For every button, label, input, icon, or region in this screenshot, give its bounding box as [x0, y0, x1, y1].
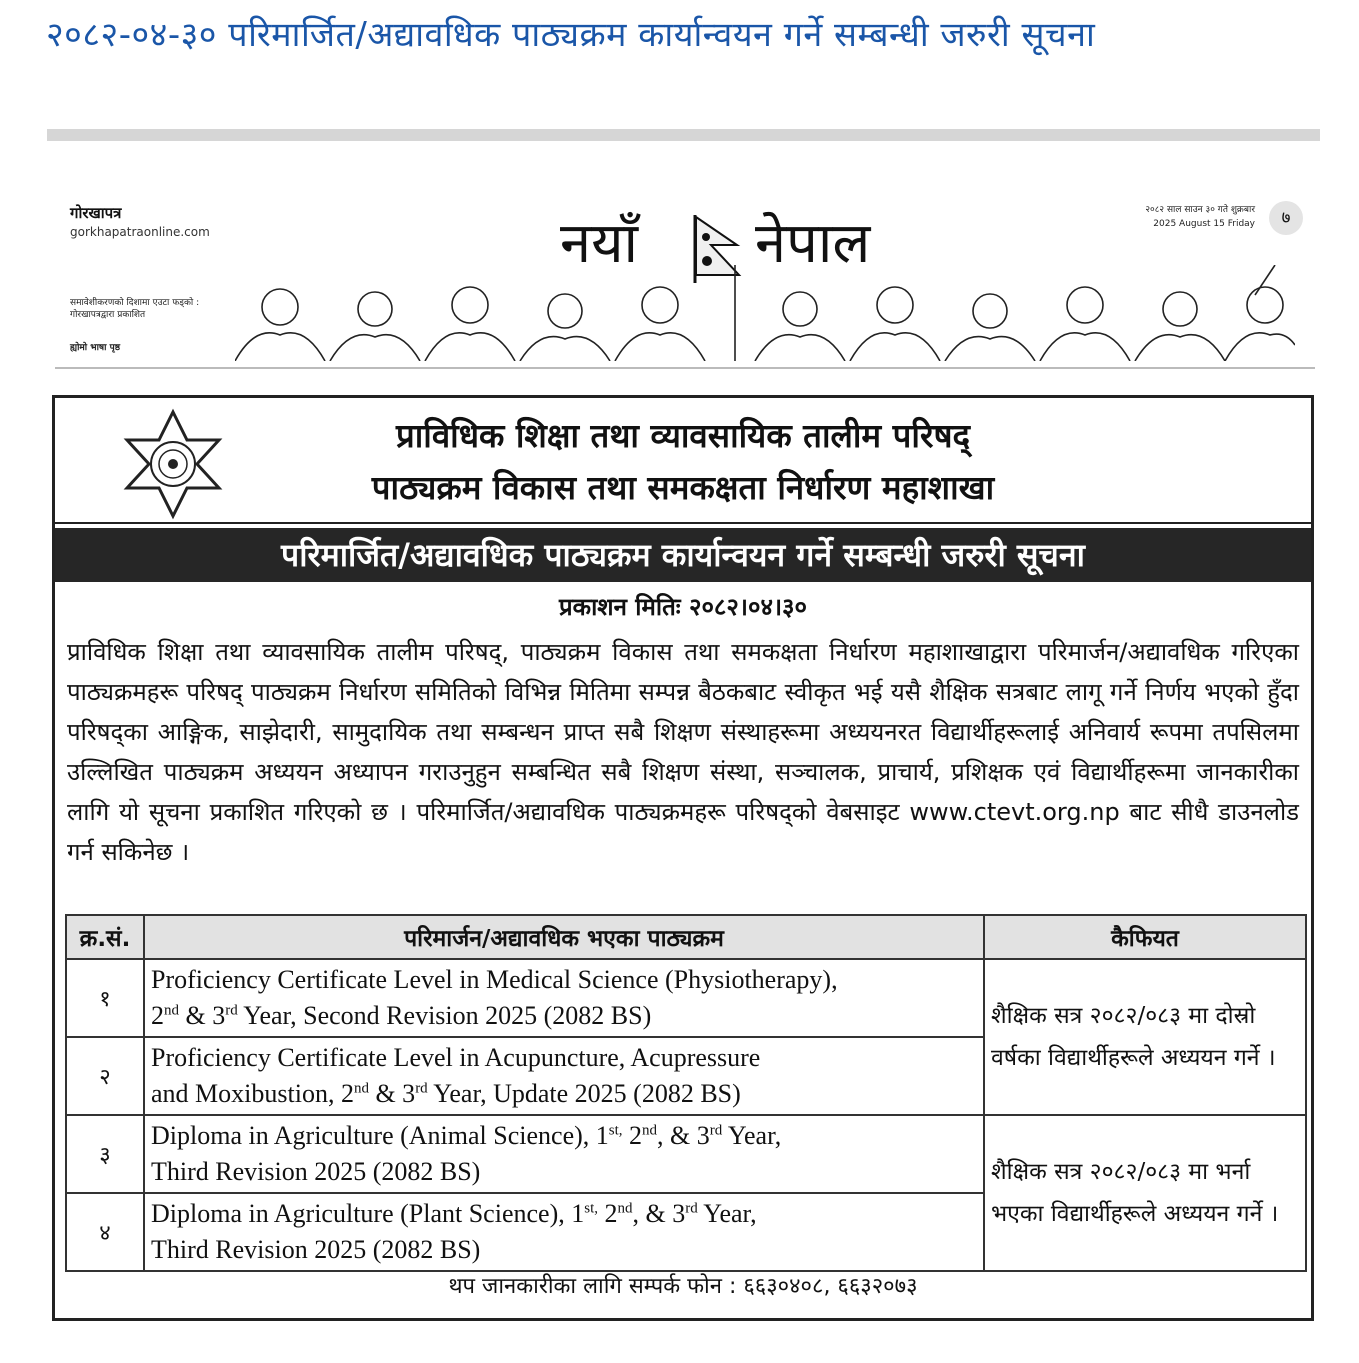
page-heading: २०८२-०४-३० परिमार्जित/अद्यावधिक पाठ्यक्रम कार्यान्वयन गर्ने सम्बन्धी जरुरी सूचना [46, 15, 1096, 55]
course-text: , & 3 [632, 1199, 686, 1228]
notice-title: परिमार्जित/अद्यावधिक पाठ्यक्रम कार्यान्वयन गर्ने सम्बन्धी जरुरी सूचना [55, 528, 1311, 582]
course-text: , & 3 [657, 1121, 710, 1150]
masthead-left [70, 203, 270, 239]
paper-website: gorkhapatraonline.com [70, 225, 210, 239]
course-text: and Moxibustion, 2 [151, 1079, 354, 1108]
course-text: Year, [722, 1121, 782, 1150]
course-text: & 3 [368, 1079, 416, 1108]
table-row [66, 1115, 1306, 1193]
course-text: 2 [151, 1001, 164, 1030]
course-text: 2 [622, 1121, 643, 1150]
course-cell [144, 1193, 984, 1271]
row-number: १ [66, 959, 144, 1037]
ordinal-suffix: nd [353, 1080, 369, 1097]
course-text: Diploma in Agriculture (Animal Science), 1 [151, 1121, 609, 1150]
course-text: Year, Update 2025 (2082 BS) [427, 1079, 741, 1108]
row-number: ४ [66, 1193, 144, 1271]
language-page-label: ह्योमो भाषा पृष्ठ [70, 343, 120, 353]
ordinal-suffix: nd [617, 1200, 633, 1217]
newspaper-masthead [55, 185, 1315, 375]
course-text: Diploma in Agriculture (Plant Science), 1 [151, 1199, 585, 1228]
ordinal-suffix: st, [584, 1200, 598, 1217]
ordinal-suffix: nd [642, 1122, 658, 1139]
org-name: प्राविधिक शिक्षा तथा व्यावसायिक तालीम परिषद् [395, 416, 971, 455]
course-text: Proficiency Certificate Level in Acupuncture, Acupressure [151, 1043, 761, 1072]
remark-cell: शैक्षिक सत्र २०८२/०८३ मा भर्ना भएका विद्यार्थीहरूले अध्ययन गर्ने । [984, 1115, 1306, 1271]
course-text: Year, Second Revision 2025 (2082 BS) [237, 1001, 652, 1030]
course-text: Year, [697, 1199, 757, 1228]
ordinal-suffix: rd [709, 1122, 723, 1139]
course-cell [144, 1115, 984, 1193]
col-header-remarks: कैफियत [984, 915, 1306, 959]
official-notice [52, 395, 1314, 1321]
masthead-divider [55, 367, 1315, 369]
row-number: २ [66, 1037, 144, 1115]
ordinal-suffix: rd [685, 1200, 698, 1217]
table-row [66, 959, 1306, 1037]
crowd-illustration-icon [235, 265, 1295, 361]
remark-cell: शैक्षिक सत्र २०८२/०८३ मा दोस्रो वर्षका विद्यार्थीहरूले अध्ययन गर्ने । [984, 959, 1306, 1115]
course-text: 2 [598, 1199, 618, 1228]
contact-info: थप जानकारीका लागि सम्पर्क फोन : ६६३०४०८, ६६३२०७३ [448, 1274, 918, 1299]
course-text: & 3 [179, 1001, 226, 1030]
division-name: पाठ्यक्रम विकास तथा समकक्षता निर्धारण महाशाखा [371, 468, 995, 507]
date-nepali: २०८२ साल साउन ३० गते शुक्रबार [1145, 205, 1255, 215]
ordinal-suffix: st, [608, 1122, 623, 1139]
masthead-note: समावेशीकरणको दिशामा एउटा फड्को : गोरखापत्रद्वारा प्रकाशित [70, 298, 200, 320]
notice-body: प्राविधिक शिक्षा तथा व्यावसायिक तालीम परिषद्, पाठ्यक्रम विकास तथा समकक्षता निर्धारण महाशाखाद्वारा परिमार्जन/अद्यावधिक गरिएका पाठ्यक्रमहरू परिषद् पाठ्यक्रम निर्धारण समितिको विभिन्न मितिमा सम्पन्न बैठकबाट स्वीकृत भई यसै शैक्षिक सत्रबाट लागू गर्ने निर्णय भएको हुँदा परिषद्का आङ्गिक, साझेदारी, सामुदायिक तथा सम्बन्धन प्राप्त सबै शिक्षण संस्थाहरूमा अध्ययनरत विद्यार्थीहरूलाई अनिवार्य रूपमा तपसिलमा उल्लिखित पाठ्यक्रम अध्ययन अध्यापन गराउनुहुन सम्बन्धित सबै शिक्षण संस्था, सञ्चालक, प्राचार्य, प्रशिक्षक एवं विद्यार्थीहरूमा जानकारीका लागि यो सूचना प्रकाशित गरिएको छ । परिमार्जित/अद्यावधिक पाठ्यक्रमहरू परिषद्को वेबसाइट www.ctevt.org.np बाट सीधै डाउनलोड गर्न सकिनेछ । [67, 638, 1299, 866]
col-header-course: परिमार्जन/अद्यावधिक भएका पाठ्यक्रम [144, 915, 984, 959]
ordinal-suffix: rd [415, 1080, 428, 1097]
row-number: ३ [66, 1115, 144, 1193]
course-text: Third Revision 2025 (2082 BS) [151, 1235, 481, 1264]
course-table [65, 914, 1307, 1272]
ordinal-suffix: rd [225, 1002, 238, 1019]
course-cell [144, 959, 984, 1037]
page-number-badge: ७ [1269, 201, 1303, 235]
header-divider [55, 522, 1311, 524]
ordinal-suffix: nd [164, 1002, 179, 1019]
paper-name: गोरखापत्र [70, 204, 122, 222]
course-cell [144, 1037, 984, 1115]
publication-date: प्रकाशन मितिः २०८२।०४।३० [559, 593, 807, 621]
date-english: 2025 August 15 Friday [1153, 219, 1255, 229]
title-word-naya: नयाँ [560, 211, 639, 276]
divider [47, 129, 1320, 141]
masthead-date [1145, 203, 1255, 231]
col-header-sn: क्र.सं. [66, 915, 144, 959]
course-text: Proficiency Certificate Level in Medical Science (Physiotherapy), [151, 965, 838, 994]
title-word-nepal: नेपाल [755, 211, 871, 276]
course-text: Third Revision 2025 (2082 BS) [151, 1157, 481, 1186]
